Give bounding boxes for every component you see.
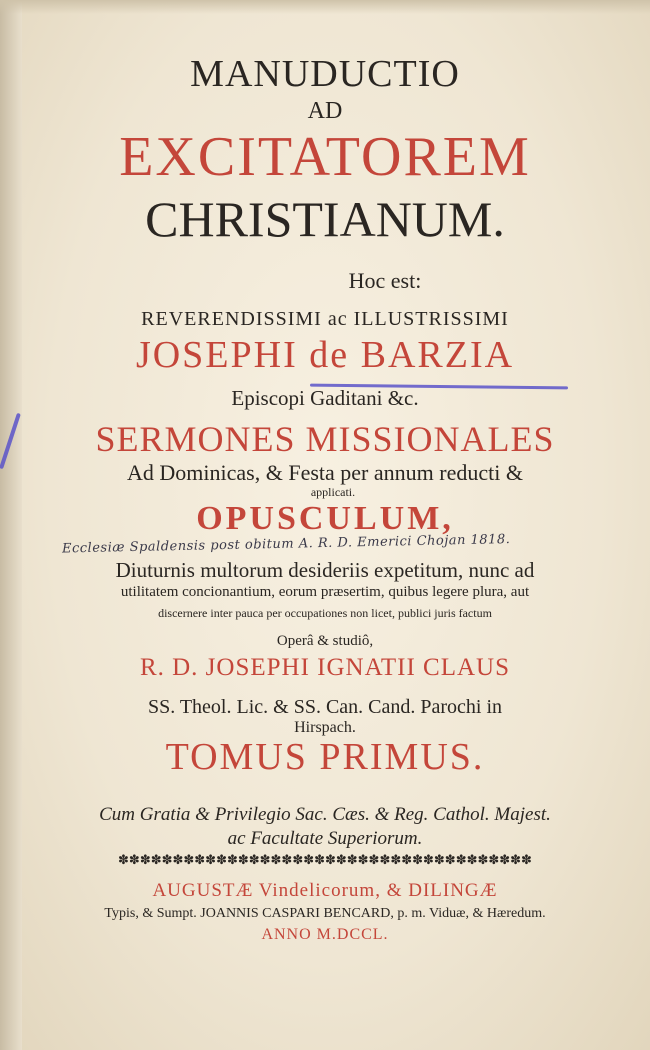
title-ad: AD	[307, 98, 343, 124]
facultate-line: ac Facultate Superiorum.	[227, 828, 423, 849]
title-excitatorem: EXCITATOREM	[119, 126, 531, 188]
episcopi-line: Episcopi Gaditani &c.	[231, 386, 419, 410]
hoc-est: Hoc est:	[348, 268, 422, 293]
handwritten-inscription: Ecclesiæ Spaldensis post obitum A. R. D. Emerici Chojan 1818.	[61, 532, 511, 557]
applicati-line: applicati.	[310, 485, 356, 499]
imprint-printer: Typis, & Sumpt. JOANNIS CASPARI BENCARD, p. m. Viduæ, & Hæredum.	[104, 906, 546, 921]
editor-claus: R. D. JOSEPHI IGNATII CLAUS	[139, 654, 511, 681]
title-manuductio: MANUDUCTIO	[190, 53, 460, 95]
utilitatem-line: utilitatem concionantium, eorum præsertim, quibus legere plura, aut	[120, 584, 530, 600]
opera-studio-line: Operâ & studiô,	[276, 633, 374, 649]
title-christianum: CHRISTIANUM.	[145, 191, 505, 247]
theol-lic-line: SS. Theol. Lic. & SS. Can. Cand. Parochi in	[147, 696, 503, 718]
reverendissimi-line: REVERENDISSIMI ac ILLUSTRISSIMI	[141, 308, 509, 330]
sermones-missionales: SERMONES MISSIONALES	[95, 419, 555, 459]
imprint-year: ANNO M.DCCL.	[261, 926, 389, 943]
author-barzia: JOSEPHI de BARZIA	[135, 334, 515, 376]
ornamental-rule: ✽✽✽✽✽✽✽✽✽✽✽✽✽✽✽✽✽✽✽✽✽✽✽✽✽✽✽✽✽✽✽✽✽✽✽✽✽✽	[118, 852, 532, 867]
ad-dominicas-line: Ad Dominicas, & Festa per annum reducti &	[127, 460, 523, 485]
hirspach-line: Hirspach.	[294, 719, 356, 736]
page-top-shadow	[0, 0, 650, 14]
imprint-place: AUGUSTÆ Vindelicorum, & DILINGÆ	[152, 880, 498, 901]
opusculum: OPUSCULUM,	[196, 500, 454, 537]
tomus-primus: TOMUS PRIMUS.	[165, 736, 485, 778]
privilegio-line: Cum Gratia & Privilegio Sac. Cæs. & Reg. Cathol. Majest.	[99, 804, 551, 825]
discernere-line: discernere inter pauca per occupationes non licet, publici juris factum	[158, 606, 492, 620]
diuturnis-line: Diuturnis multorum desideriis expetitum, nunc ad	[115, 558, 535, 582]
